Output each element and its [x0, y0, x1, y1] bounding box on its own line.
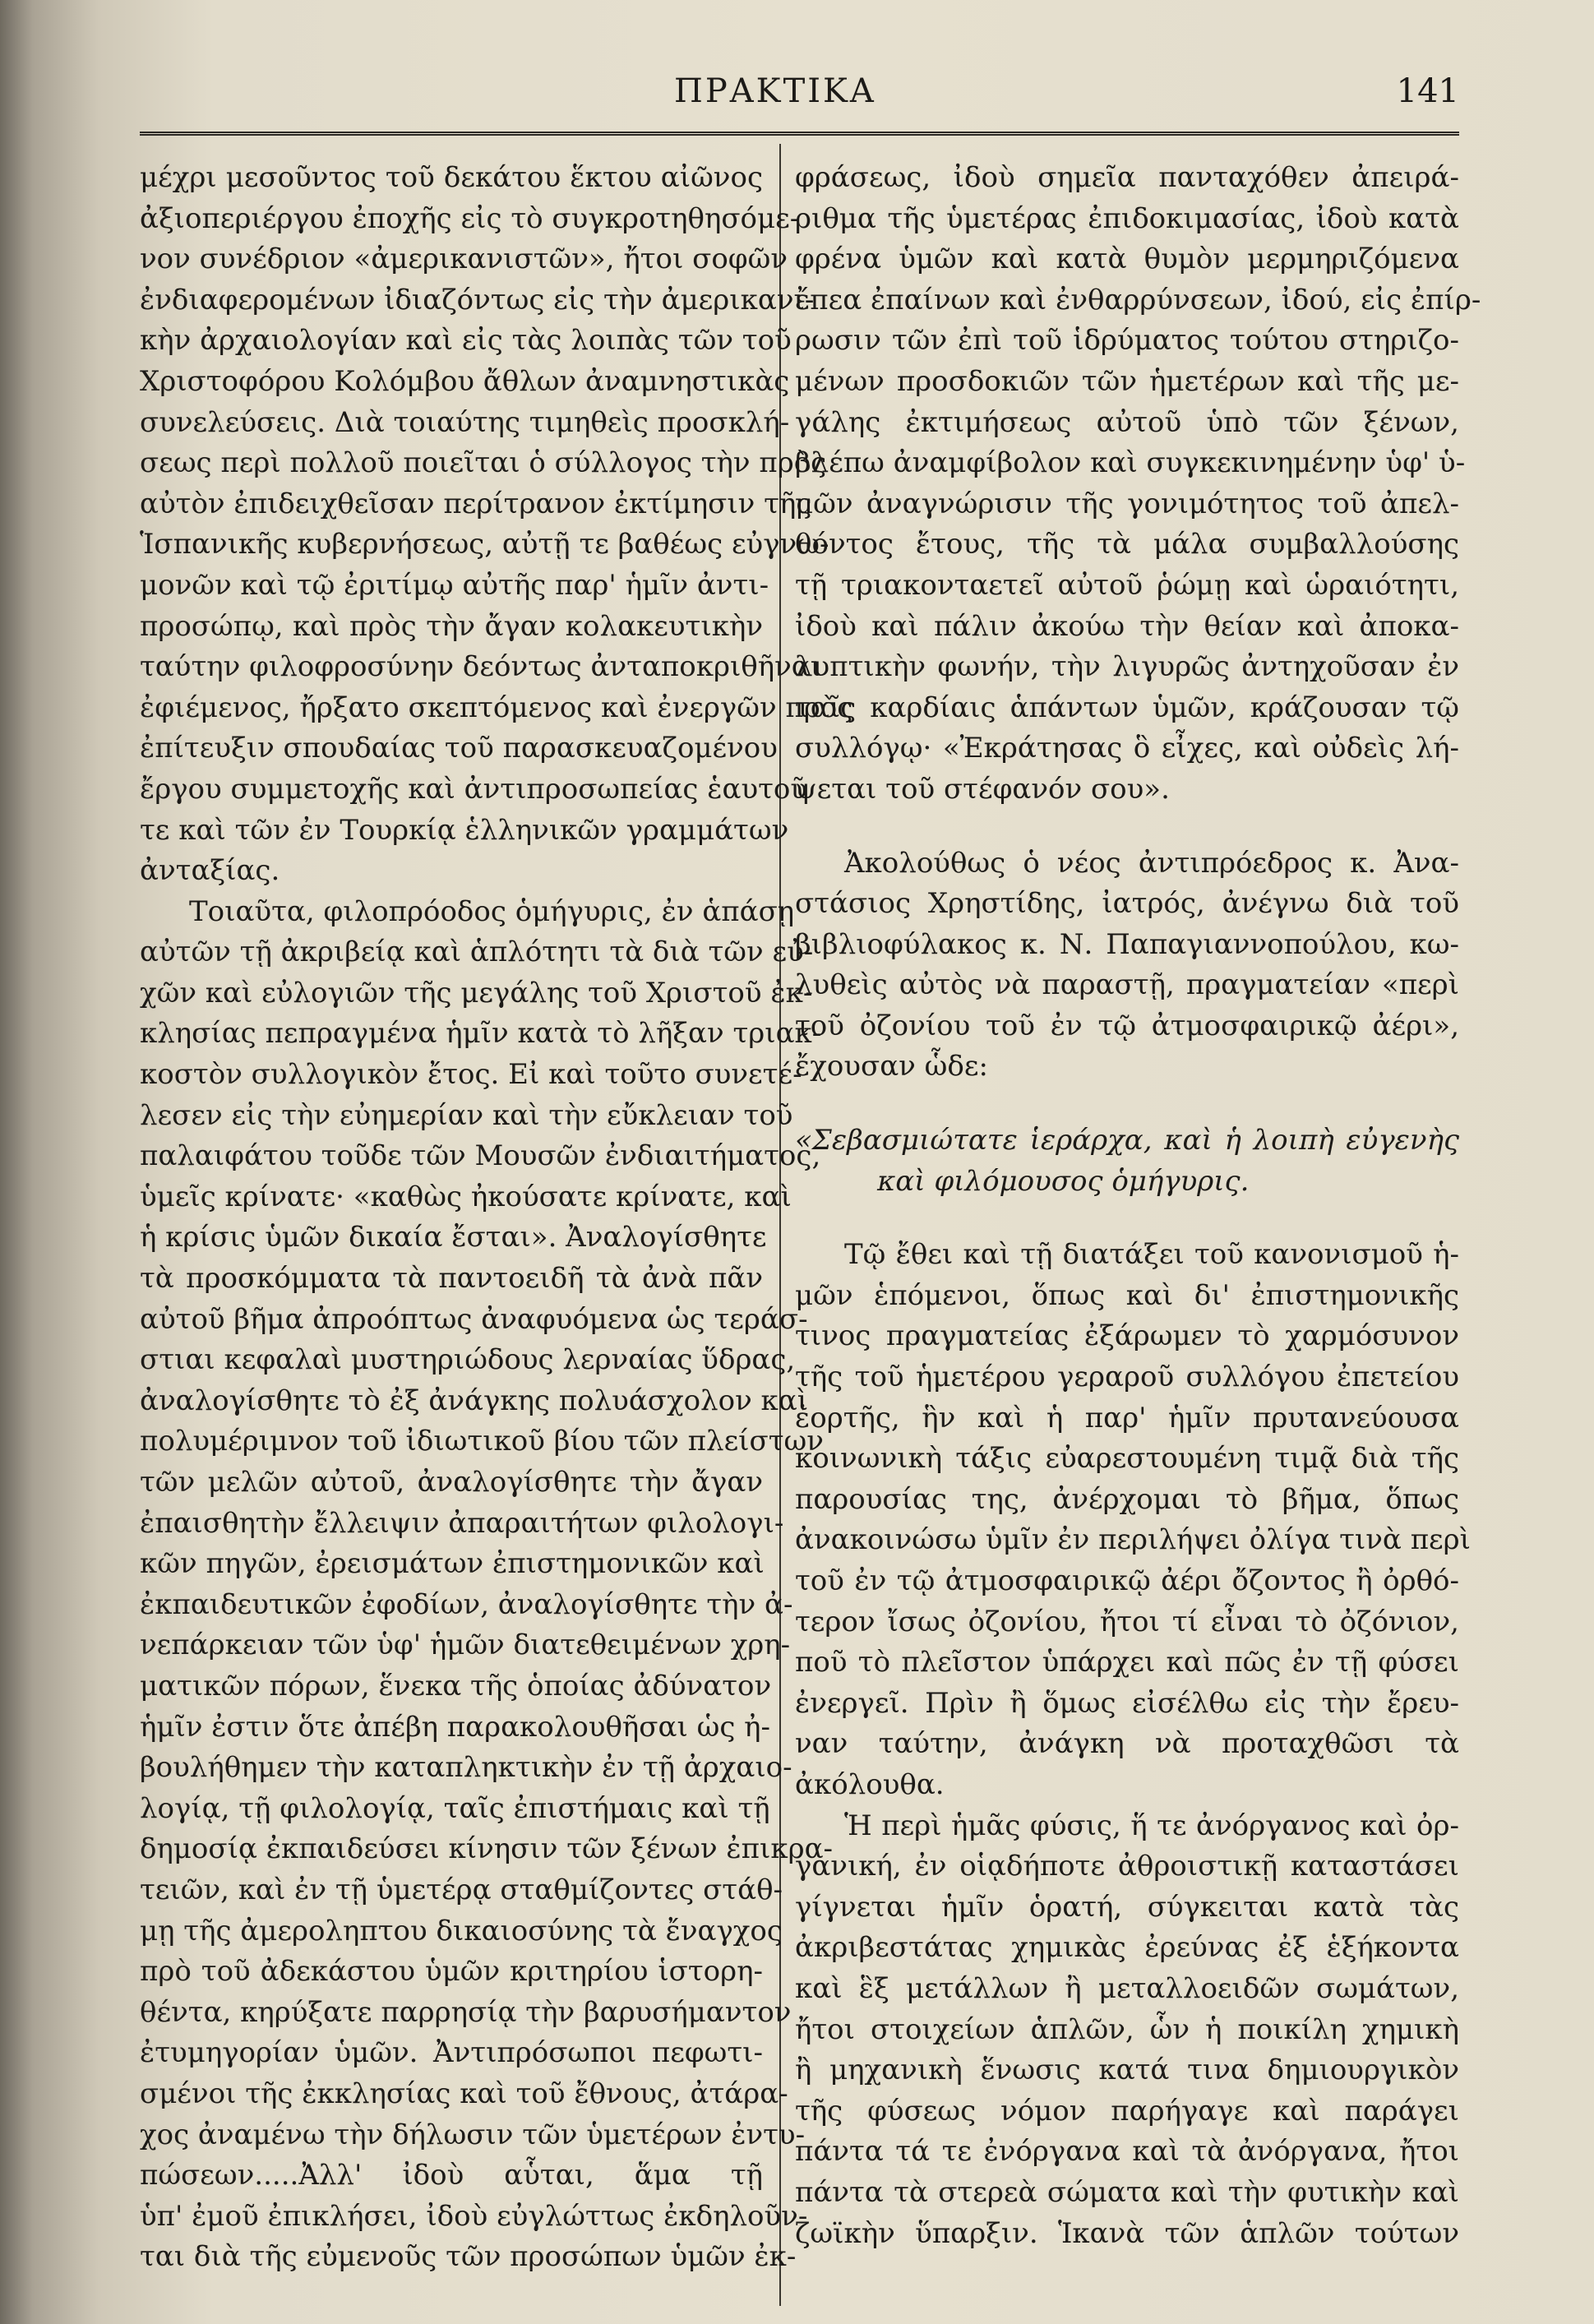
right-column — [795, 158, 1481, 2312]
text-line: Ἀκολούθως ὁ νέος ἀντιπρόεδρος κ. Ἀνα- — [844, 846, 1459, 880]
text-line: προσώπῳ, καὶ πρὸς τὴν ἄγαν κολακευτικὴν — [140, 609, 763, 643]
text-line: πάντα τά τε ἐνόργανα καὶ τὰ ἀνόργανα, ἤτοι — [795, 2135, 1459, 2169]
text-line: ἔπεα ἐπαίνων καὶ ἐνθαρρύνσεων, ἰδού, εἰς ἐπίρ- — [795, 283, 1481, 316]
text-line: ποῦ τὸ πλεῖστον ὑπάρχει καὶ πῶς ἐν τῇ φύσει — [795, 1646, 1459, 1679]
text-line: θέντα, κηρύξατε παρρησίᾳ τὴν βαρυσήμαντον — [140, 1995, 792, 2029]
text-line: φρένα ὑμῶν καὶ κατὰ θυμὸν μερμηριζόμενα — [795, 243, 1459, 276]
text-line: παρουσίας της, ἀνέρχομαι τὸ βῆμα, ὅπως — [795, 1482, 1459, 1516]
text-line: θόντος ἔτους, τῆς τὰ μάλα συμβαλλούσης — [795, 528, 1459, 561]
text-line: ἡμῖν ἐστιν ὅτε ἀπέβη παρακολουθῆσαι ὡς ἠ- — [140, 1710, 771, 1744]
text-line: στιαι κεφαλαὶ μυστηριώδους λερναίας ὕδρας, — [140, 1343, 796, 1377]
text-line: πώσεων.....Ἀλλ' ἰδοὺ αὗται, ἅμα τῇ — [140, 2159, 763, 2192]
text-line: σμένοι τῆς ἐκκλησίας καὶ τοῦ ἔθνους, ἀτάρα- — [140, 2077, 788, 2110]
text-line: λεσεν εἰς τὴν εὐημερίαν καὶ τὴν εὔκλειαν τοῦ — [140, 1098, 793, 1132]
text-line: ἐτυμηγορίαν ὑμῶν. Ἀντιπρόσωποι πεφωτι- — [140, 2036, 763, 2070]
text-line: αὐτῶν τῇ ἀκριβείᾳ καὶ ἁπλότητι τὰ διὰ τῶν εὐ- — [140, 936, 814, 969]
text-line: ὑμεῖς κρίνατε· «καθὼς ἠκούσατε κρίνατε, καὶ — [140, 1180, 792, 1213]
text-line: μονῶν καὶ τῷ ἐριτίμῳ αὐτῆς παρ' ἡμῖν ἀντι- — [140, 568, 769, 602]
text-line: στάσιος Χρηστίδης, ἰατρός, ἀνέγνω διὰ τοῦ — [795, 887, 1459, 921]
text-line: κλησίας πεπραγμένα ἡμῖν κατὰ τὸ λῆξαν τριακ- — [140, 1017, 822, 1051]
text-line: ἀκόλουθα. — [795, 1767, 945, 1801]
text-line: κὴν ἀρχαιολογίαν καὶ εἰς τὰς λοιπὰς τῶν τοῦ — [140, 324, 792, 358]
text-line: μῃ τῆς ἀμεροληπτου δικαιοσύνης τὰ ἔναγχος — [140, 1914, 783, 1947]
text-line: τινος πραγματείας ἐξάρωμεν τὸ χαρμόσυνον — [795, 1319, 1459, 1353]
text-line: μέχρι μεσοῦντος τοῦ δεκάτου ἕκτου αἰῶνος — [140, 161, 763, 194]
text-line: Τοιαῦτα, φιλοπρόοδος ὁμήγυρις, ἐν ἁπάσῃ — [189, 894, 795, 928]
text-line: τῆς τοῦ ἡμετέρου γεραροῦ συλλόγου ἐπετείου — [795, 1361, 1459, 1394]
text-line: τειῶν, καὶ ἐν τῇ ὑμετέρᾳ σταθμίζοντες στάθ- — [140, 1873, 783, 1906]
text-line: Ἱσπανικῆς κυβερνήσεως, αὐτῇ τε βαθέως εὐγνω- — [140, 528, 829, 561]
text-line: ζωϊκὴν ὕπαρξιν. Ἱκανὰ τῶν ἁπλῶν τούτων — [795, 2216, 1459, 2250]
text-line: βιβλιοφύλακος κ. Ν. Παπαγιαννοπούλου, κω- — [795, 927, 1459, 961]
text-line: ὑπ' ἐμοῦ ἐπικλήσει, ἰδοὺ εὐγλώττως ἐκδηλοῦν- — [140, 2199, 808, 2233]
text-line: καὶ φιλόμουσος ὁμήγυρις. — [877, 1164, 1250, 1198]
text-line: αὐτοῦ βῆμα ἀπροόπτως ἀναφυόμενα ὡς τεράσ- — [140, 1302, 808, 1336]
text-line: κῶν πηγῶν, ἐρεισμάτων ἐπιστημονικῶν καὶ — [140, 1547, 765, 1581]
text-line: παλαιφάτου τοῦδε τῶν Μουσῶν ἐνδιαιτήματος, — [140, 1139, 821, 1173]
text-line: ἐπαισθητὴν ἔλλειψιν ἀπαραιτήτων φιλολογι- — [140, 1506, 784, 1540]
text-line: πολυμέριμνον τοῦ ἰδιωτικοῦ βίου τῶν πλείστων — [140, 1425, 824, 1458]
text-line: καὶ ἓξ μετάλλων ἢ μεταλλοειδῶν σωμάτων, — [795, 1971, 1459, 2005]
paragraph-gap — [795, 1202, 1459, 1235]
text-line: ναν ταύτην, ἀνάγκη νὰ προταχθῶσι τὰ — [795, 1727, 1459, 1761]
text-line: ἐφιέμενος, ἤρξατο σκεπτόμενος καὶ ἐνεργῶν πρὸς — [140, 691, 853, 724]
text-line: ἀνταξίας. — [140, 854, 280, 888]
text-line: κοινωνικὴ τάξις εὐαρεστουμένη τιμᾷ διὰ τῆς — [795, 1442, 1459, 1476]
text-line: τερον ἴσως ὀζονίου, ἤτοι τί εἶναι τὸ ὀζόνιον, — [795, 1605, 1459, 1638]
text-line: συλλόγῳ· «Ἐκράτησας ὃ εἶχες, καὶ οὐδεὶς λή- — [795, 732, 1459, 765]
text-line: ρωσιν τῶν ἐπὶ τοῦ ἱδρύματος τούτου στηριζο- — [795, 324, 1459, 358]
text-line: σεως περὶ πολλοῦ ποιεῖται ὁ σύλλογος τὴν πρὸς — [140, 446, 827, 480]
text-line: τὰ προσκόμματα τὰ παντοειδῆ τὰ ἀνὰ πᾶν — [140, 1262, 763, 1296]
text-line: τοῦ ἐν τῷ ἀτμοσφαιρικῷ ἀέρι ὄζοντος ἢ ὀρθό- — [795, 1564, 1459, 1597]
text-line: βλέπω ἀναμφίβολον καὶ συγκεκινημένην ὑφ' ὑ- — [795, 446, 1466, 480]
text-line: ματικῶν πόρων, ἕνεκα τῆς ὁποίας ἀδύνατον — [140, 1669, 772, 1703]
text-line: γάλης ἐκτιμήσεως αὐτοῦ ὑπὸ τῶν ξένων, — [795, 405, 1459, 439]
text-line: ριθμα τῆς ὑμετέρας ἐπιδοκιμασίας, ἰδοὺ κατὰ — [795, 201, 1459, 235]
text-line: ἑορτῆς, ἣν καὶ ἡ παρ' ἡμῖν πρυτανεύουσα — [795, 1401, 1459, 1435]
text-line: δημοσίᾳ ἐκπαιδεύσει κίνησιν τῶν ξένων ἐπικρα- — [140, 1832, 834, 1866]
text-line: ταύτην φιλοφροσύνην δεόντως ἀνταποκριθῆναι — [140, 650, 822, 684]
text-line: μῶν ἑπόμενοι, ὅπως καὶ δι' ἐπιστημονικῆς — [795, 1278, 1459, 1312]
text-line: γίγνεται ἡμῖν ὁρατή, σύγκειται κατὰ τὰς — [795, 1890, 1459, 1924]
paragraph-gap — [795, 811, 1459, 843]
text-line: πρὸ τοῦ ἀδεκάστου ὑμῶν κριτηρίου ἱστορη- — [140, 1955, 763, 1989]
text-line: Χριστοφόρου Κολόμβου ἄθλων ἀναμνηστικὰς — [140, 364, 790, 398]
page-header — [140, 72, 1459, 130]
text-line: ψεται τοῦ στέφανόν σου». — [795, 772, 1170, 806]
text-line: Ἡ περὶ ἡμᾶς φύσις, ἥ τε ἀνόργανος καὶ ὀρ- — [844, 1809, 1459, 1842]
text-line: φράσεως, ἰδοὺ σημεῖα πανταχόθεν ἀπειρά- — [795, 161, 1459, 194]
text-line: ἔχουσαν ὧδε: — [795, 1050, 988, 1083]
text-line: νον συνέδριον «ἀμερικανιστῶν», ἤτοι σοφῶν — [140, 243, 788, 276]
text-line: χῶν καὶ εὐλογιῶν τῆς μεγάλης τοῦ Χριστοῦ ἐκ- — [140, 976, 813, 1010]
text-line: ἀκριβεστάτας χημικὰς ἐρεύνας ἐξ ἑξήκοντα — [795, 1931, 1459, 1965]
text-line: πάντα τὰ στερεὰ σώματα καὶ τὴν φυτικὴν καὶ — [795, 2175, 1459, 2209]
text-line: ἔργου συμμετοχῆς καὶ ἀντιπροσωπείας ἑαυτοῦ — [140, 772, 808, 806]
text-line: ἐπίτευξιν σπουδαίας τοῦ παρασκευαζομένου — [140, 732, 778, 765]
text-line: τῆς φύσεως νόμον παρήγαγε καὶ παράγει — [795, 2094, 1459, 2128]
text-line: συνελεύσεις. Διὰ τοιαύτης τιμηθεὶς προσκλή- — [140, 405, 790, 439]
text-line: ἀξιοπεριέργου ἐποχῆς εἰς τὸ συγκροτηθησόμε- — [140, 201, 800, 235]
text-line: γανική, ἐν οἱᾳδήποτε ἀθροιστικῇ καταστάσει — [795, 1850, 1459, 1883]
text-line: ται διὰ τῆς εὐμενοῦς τῶν προσώπων ὑμῶν ἐκ- — [140, 2240, 797, 2274]
text-line: «Σεβασμιώτατε ἱεράρχα, καὶ ἡ λοιπὴ εὐγενὴς — [795, 1124, 1459, 1157]
text-line: λυθεὶς αὐτὸς νὰ παραστῇ, πραγματείαν «περὶ — [795, 968, 1459, 1002]
text-line: μῶν ἀναγνώρισιν τῆς γονιμότητος τοῦ ἀπελ- — [795, 487, 1459, 520]
text-line: χος ἀναμένω τὴν δήλωσιν τῶν ὑμετέρων ἐντυ- — [140, 2118, 806, 2151]
text-line: ἀναλογίσθητε τὸ ἐξ ἀνάγκης πολυάσχολον καὶ — [140, 1384, 809, 1417]
paragraph-gap — [795, 1088, 1459, 1120]
text-line: ἐνδιαφερομένων ἰδιαζόντως εἰς τὴν ἀμερικανι- — [140, 283, 815, 316]
text-line: ἀνακοινώσω ὑμῖν ἐν περιλήψει ὀλίγα τινὰ περὶ — [795, 1523, 1471, 1557]
text-line: τοῦ ὀζονίου τοῦ ἐν τῷ ἀτμοσφαιρικῷ ἀέρι», — [795, 1009, 1459, 1042]
text-line: αὐτὸν ἐπιδειχθεῖσαν περίτρανον ἐκτίμησιν τῆς — [140, 487, 812, 520]
text-line: ἐκπαιδευτικῶν ἐφοδίων, ἀναλογίσθητε τὴν ἀ- — [140, 1587, 793, 1621]
text-line: ἤτοι στοιχείων ἁπλῶν, ὧν ἡ ποικίλη χημικὴ — [795, 2012, 1459, 2046]
text-line: τῇ τριακονταετεῖ αὐτοῦ ῥώμῃ καὶ ὡραιότητι, — [795, 568, 1459, 602]
text-line: κοστὸν συλλογικὸν ἔτος. Εἰ καὶ τοῦτο συνετέ- — [140, 1058, 802, 1092]
left-column — [140, 158, 853, 2312]
running-title: ΠΡΑΚΤΙΚΑ — [674, 72, 876, 110]
text-line: μένων προσδοκιῶν τῶν ἡμετέρων καὶ τῆς με- — [795, 364, 1459, 398]
header-rule — [140, 132, 1459, 136]
text-line: λυπτικὴν φωνήν, τὴν λιγυρῶς ἀντηχοῦσαν ἐν — [795, 650, 1459, 684]
text-line: λογίᾳ, τῇ φιλολογίᾳ, ταῖς ἐπιστήμαις καὶ τῇ — [140, 1791, 770, 1825]
text-line: νεπάρκειαν τῶν ὑφ' ἡμῶν διατεθειμένων χρη- — [140, 1629, 791, 1662]
text-line: βουλήθημεν τὴν καταπληκτικὴν ἐν τῇ ἀρχαιο- — [140, 1751, 792, 1785]
text-line: ταῖς καρδίαις ἁπάντων ὑμῶν, κράζουσαν τῷ — [795, 691, 1459, 724]
text-line: τε καὶ τῶν ἐν Τουρκίᾳ ἑλληνικῶν γραμμάτων — [140, 813, 789, 847]
text-line: Τῷ ἔθει καὶ τῇ διατάξει τοῦ κανονισμοῦ ἡ- — [844, 1238, 1459, 1272]
page-number: 141 — [1396, 72, 1459, 110]
text-line: ἢ μηχανικὴ ἕνωσις κατά τινα δημιουργικὸν — [795, 2054, 1459, 2087]
text-line: ἐνεργεῖ. Πρὶν ἢ ὅμως εἰσέλθω εἰς τὴν ἔρευ- — [795, 1686, 1459, 1720]
text-line: τῶν μελῶν αὐτοῦ, ἀναλογίσθητε τὴν ἄγαν — [140, 1466, 763, 1499]
text-line: ἰδοὺ καὶ πάλιν ἀκούω τὴν θείαν καὶ ἀποκα- — [795, 609, 1459, 643]
text-line: ἡ κρίσις ὑμῶν δικαία ἔσται». Ἀναλογίσθητε — [140, 1221, 767, 1254]
